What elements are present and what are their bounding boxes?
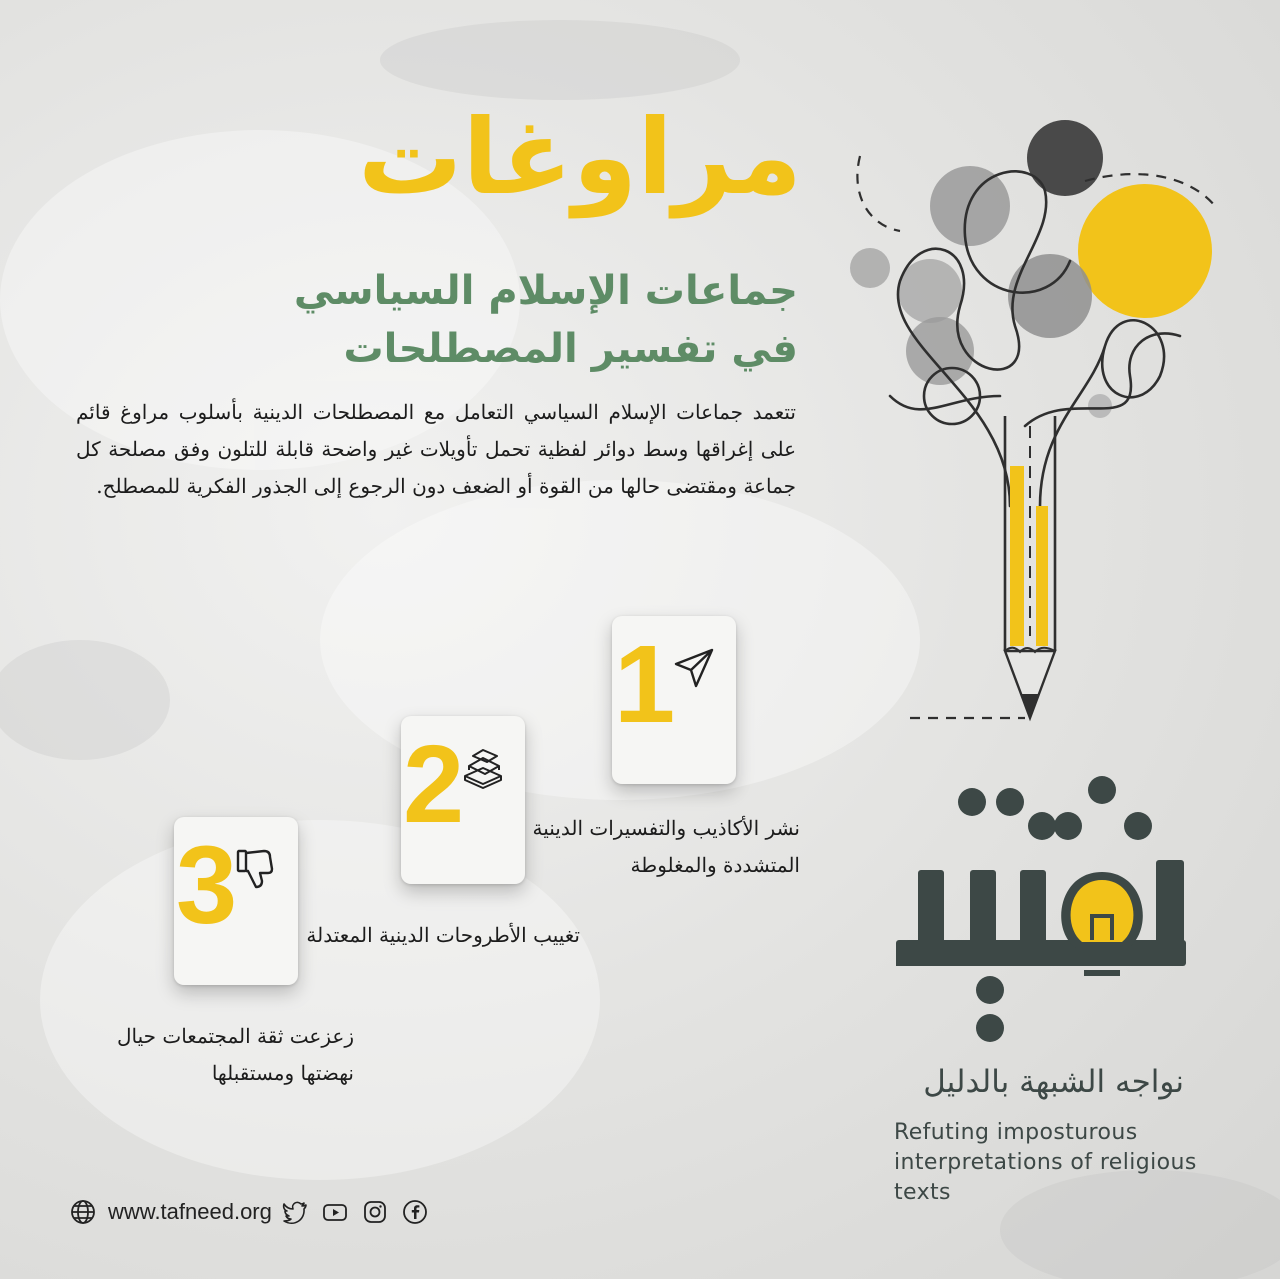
step-card-3 <box>174 817 298 985</box>
intro-paragraph: تتعمد جماعات الإسلام السياسي التعامل مع المصطلحات الدينية بأسلوب مراوغ قائم على إغراقها وسط دوائر لفظية تحمل تأويلات غير واضحة قابلة للتلون وفق مصلحة كل جماعة ومقتضى حالها من القوة أو الضعف دون الرجوع إلى الجذور الفكرية للمصطلح. <box>76 400 796 498</box>
step-card-2 <box>401 716 525 884</box>
instagram-icon[interactable] <box>362 1199 388 1225</box>
step-text-2: تغييب الأطروحات الدينية المعتدلة <box>306 923 580 947</box>
youtube-icon[interactable] <box>322 1199 348 1225</box>
pencil-tree-illustration <box>840 96 1260 736</box>
globe-icon <box>70 1199 96 1225</box>
step-number-1: 1 <box>614 623 676 746</box>
step-card-1 <box>612 616 736 784</box>
twitter-icon[interactable] <box>282 1199 308 1225</box>
step-text-3: زعزعت ثقة المجتمعات حيال نهضتها ومستقبلها <box>117 1024 354 1085</box>
facebook-icon[interactable] <box>402 1199 428 1225</box>
website-link[interactable]: www.tafneed.org <box>108 1199 272 1224</box>
tafneed-logo <box>880 770 1200 1060</box>
step-number-3: 3 <box>176 824 238 947</box>
send-icon <box>672 646 716 690</box>
books-icon <box>461 746 505 790</box>
main-title: مراوغات <box>358 96 802 218</box>
step-number-2: 2 <box>403 723 465 846</box>
thumbs-down-icon <box>234 847 278 891</box>
subtitle: جماعات الإسلام السياسي في تفسير المصطلحات <box>293 268 798 372</box>
footer <box>70 1196 428 1228</box>
brand-tagline-arabic: نواجه الشبهة بالدليل <box>923 1064 1184 1100</box>
pencil-body <box>1005 416 1055 718</box>
step-text-1: نشر الأكاذيب والتفسيرات الدينية المتشددة والمغلوطة <box>532 816 800 877</box>
brand-tagline-english: Refuting imposturous interpretations of religious texts <box>894 1120 1197 1205</box>
